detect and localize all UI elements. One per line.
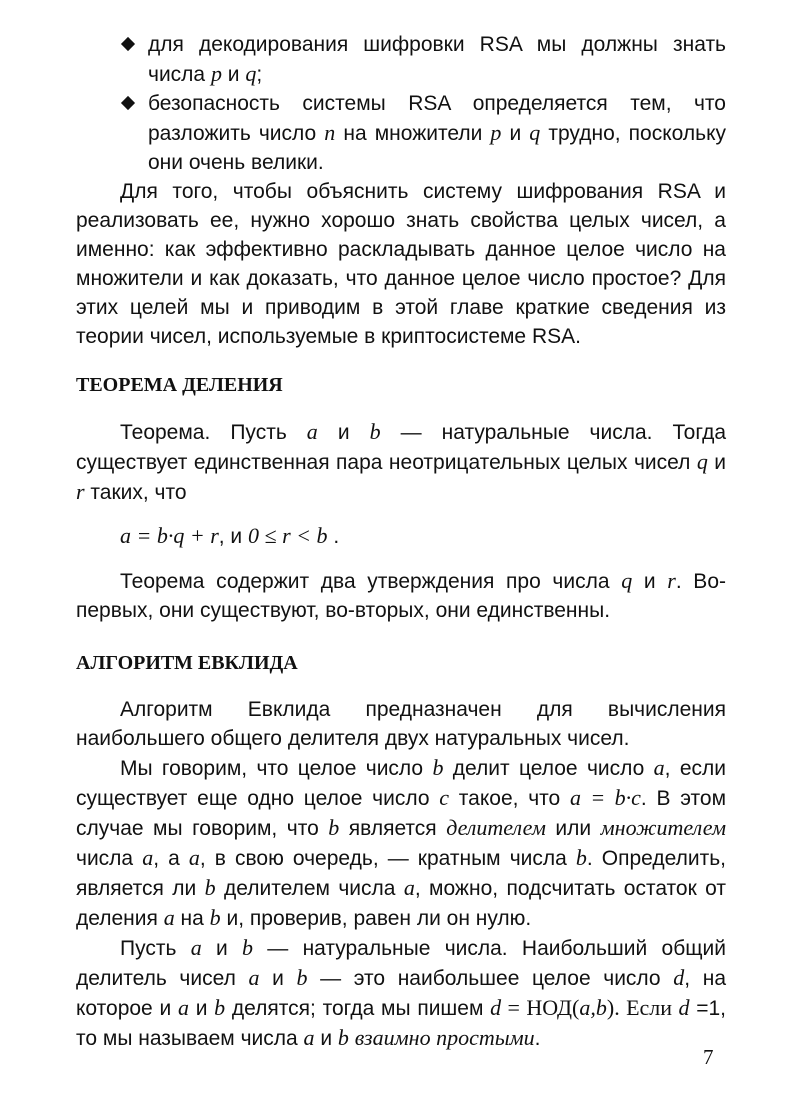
section-heading-euclid-algorithm: АЛГОРИТМ ЕВКЛИДА — [76, 652, 298, 674]
bullet-item: безопасность системы RSA определяется тем, что разложить число n на множители p и q трудно, поскольку они очень велики. — [76, 89, 726, 177]
euclid-paragraph-1: Алгоритм Евклида предназначен для вычисления наибольшего общего делителя двух натуральных чисел. — [76, 698, 726, 750]
term-divisor: делителем — [446, 815, 546, 840]
theorem-comment: Теорема содержит два утверждения про числа q и r. Во-первых, они существуют, во-вторых, они единственны. — [76, 568, 726, 622]
intro-paragraph: Для того, чтобы объяснить систему шифрования RSA и реализовать ее, нужно хорошо знать свойства целых чисел, а именно: как эффективно раскладывать данное целое число на множители и как доказать, что данное целое число простое? Для этих целей мы и приводим в этой главе краткие сведения из теории чисел, используемые в криптосистеме RSA. — [76, 180, 726, 348]
diamond-bullet-icon — [121, 96, 135, 110]
section-heading-division-theorem: ТЕОРЕМА ДЕЛЕНИЯ — [76, 374, 283, 396]
term-multiplier: множителем — [600, 815, 727, 840]
euclid-paragraph-3: Пусть a и b — натуральные числа. Наибольший общий делитель чисел a и b — это наибольшее целое число d, на которое и a и b делятся; тогда мы пишем d = НОД(a,b). Если d =1, то мы называем числа a и b взаимно простыми. — [76, 935, 726, 1050]
page-content — [76, 30, 726, 1053]
diamond-bullet-icon — [121, 37, 135, 51]
page-number: 7 — [703, 1045, 714, 1069]
division-formula: a = b·q + r, и 0 ≤ r < b . — [120, 523, 340, 548]
term-coprime: взаимно простыми — [354, 1025, 535, 1050]
bullet-list — [76, 30, 726, 177]
theorem-statement: Теорема. Пусть a и b — натуральные числа. Тогда существует единственная пара неотрицательных целых чисел q и r таких, что — [76, 419, 727, 504]
bullet-item: для декодирования шифровки RSA мы должны знать числа p и q; — [76, 30, 726, 89]
euclid-paragraph-2: Мы говорим, что целое число b делит целое число a, если существует еще одно целое число c такое, что a = b·c. В этом случае мы говорим, что b является делителем или множителем числа a, а a, в свою очередь, — кратным числа b. Определить, является ли b делителем числа a, можно, подсчитать остаток от деления a на b и, проверив, равен ли он нулю. — [76, 755, 727, 930]
